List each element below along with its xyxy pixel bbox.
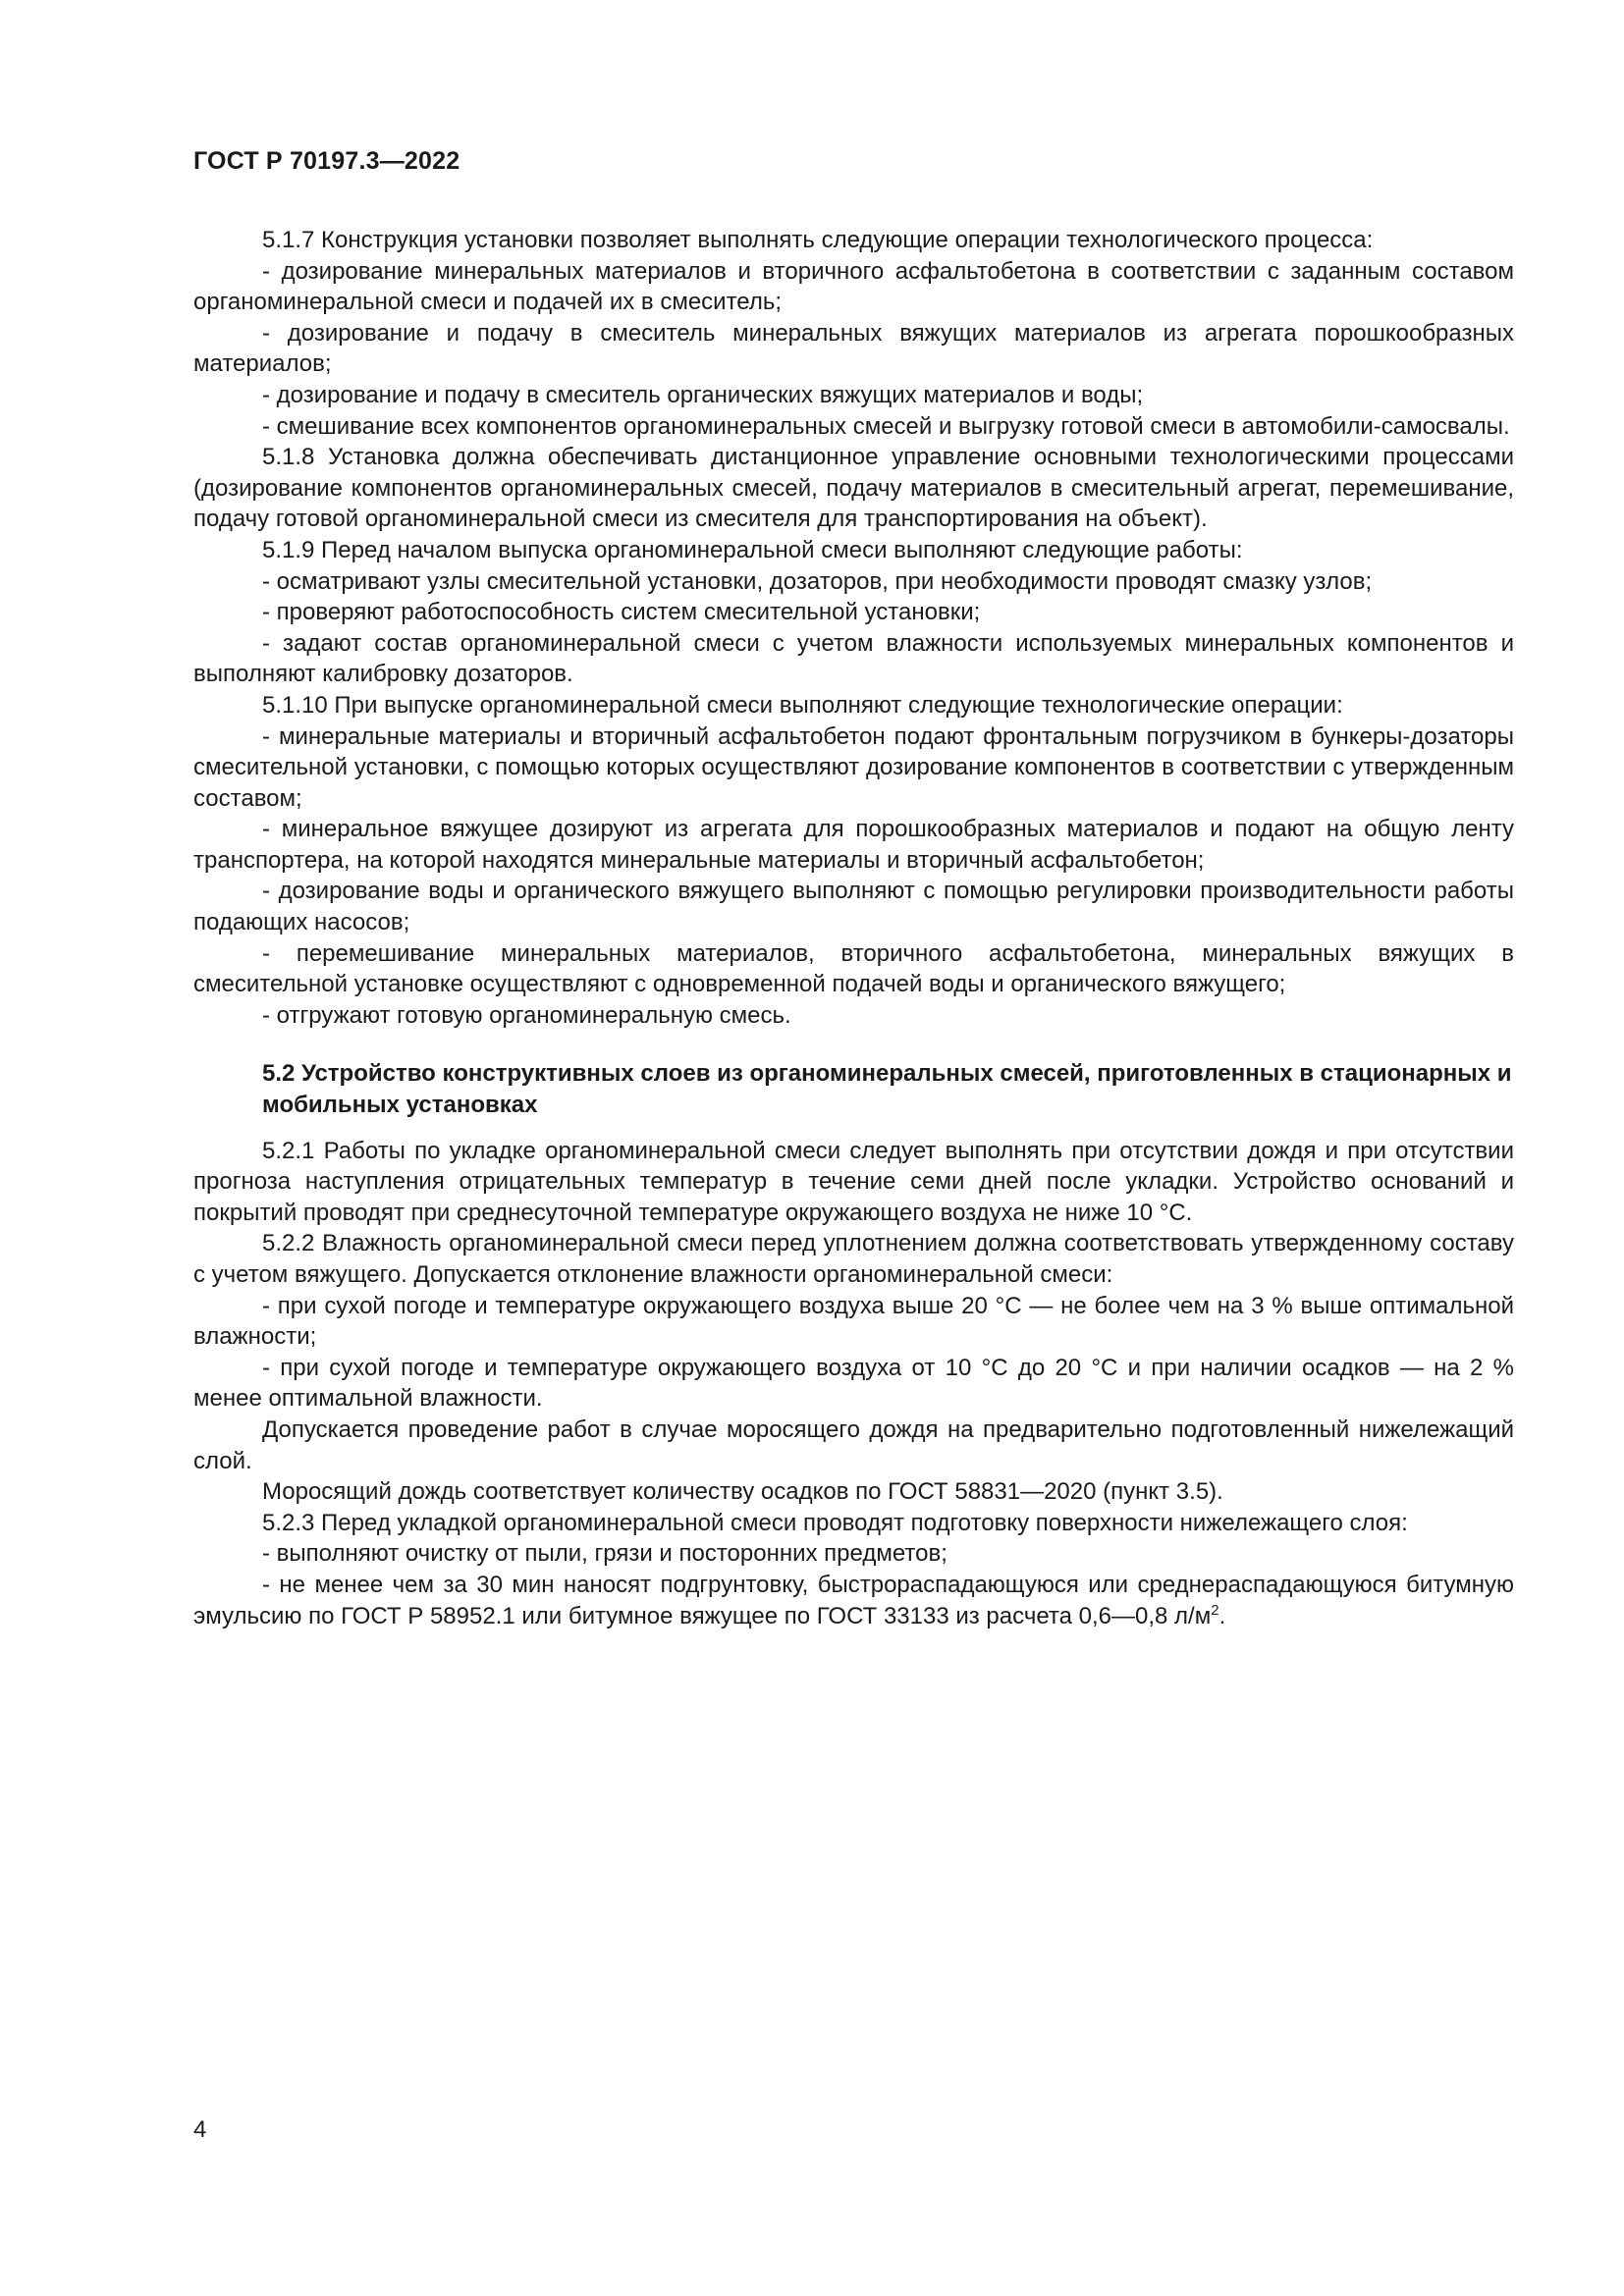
paragraph: 5.1.7 Конструкция установки позволяет выполнять следующие операции технологического процесса: [262, 227, 1374, 253]
paragraph: 5.2.2 Влажность органоминеральной смеси перед уплотнением должна соответствовать утвержденному составу с учетом вяжущего. Допускается отклонение влажности органоминеральной смеси: [193, 1230, 1514, 1288]
paragraph-text: - не менее чем за 30 мин наносят подгрунтовку, быстрораспадающуюся или среднераспадающуюся битумную эмульсию по ГОСТ Р 58952.1 или битумное вяжущее по ГОСТ 33133 из расчета 0,6—0,8 л/м [193, 1571, 1514, 1629]
paragraph: 5.2.3 Перед укладкой органоминеральной смеси проводят подготовку поверхности нижележащего слоя: [262, 1509, 1408, 1536]
paragraph: - при сухой погоде и температуре окружающего воздуха выше 20 °С — не более чем на 3 % выше оптимальной влажности; [193, 1292, 1514, 1351]
paragraph: 5.2.1 Работы по укладке органоминеральной смеси следует выполнять при отсутствии дождя и при отсутствии прогноза наступления отрицательных температур в течение семи дней после укладки. Устройство оснований и покрытий проводят при среднесуточной температуре окружающего воздуха не ниже 10 °С. [193, 1137, 1514, 1226]
paragraph-last [193, 1570, 1514, 1631]
page-number: 4 [193, 2116, 207, 2143]
paragraph-tail: . [1218, 1602, 1226, 1629]
paragraph: - дозирование и подачу в смеситель органических вяжущих материалов и воды; [262, 381, 1144, 408]
superscript: 2 [1211, 1601, 1219, 1619]
paragraph: 5.1.8 Установка должна обеспечивать дистанционное управление основными технологическими процессами (дозирование компонентов органоминеральных смесей, подачу материалов в смесительный агрегат, перемешивание, подачу готовой органоминеральной смеси из смесителя для транспортирования на объект). [193, 444, 1514, 533]
paragraph: 5.1.9 Перед началом выпуска органоминеральной смеси выполняют следующие работы: [262, 536, 1243, 563]
document-body [193, 225, 1514, 1631]
paragraph: - дозирование минеральных материалов и вторичного асфальтобетона в соответствии с заданным составом органоминеральной смеси и подачей их в смеситель; [193, 257, 1514, 316]
paragraph: - минеральное вяжущее дозируют из агрегата для порошкообразных материалов и подают на общую ленту транспортера, на которой находятся минеральные материалы и вторичный асфальтобетон; [193, 816, 1514, 874]
paragraph: - отгружают готовую органоминеральную смесь. [262, 1001, 791, 1029]
paragraph: Допускается проведение работ в случае моросящего дождя на предварительно подготовленный нижележащий слой. [193, 1415, 1514, 1474]
document-header: ГОСТ Р 70197.3—2022 [193, 147, 460, 175]
section-5-2 [193, 1136, 1514, 1632]
paragraph: - осматривают узлы смесительной установки, дозаторов, при необходимости проводят смазку узлов; [262, 567, 1373, 595]
paragraph: - перемешивание минеральных материалов, вторичного асфальтобетона, минеральных вяжущих в смесительной установке осуществляют с одновременной подачей воды и органического вяжущего; [193, 939, 1514, 998]
paragraph: - минеральные материалы и вторичный асфальтобетон подают фронтальным погрузчиком в бункеры-дозаторы смесительной установки, с помощью которых осуществляют дозирование компонентов в соответствии с утвержденным составом; [193, 722, 1514, 812]
paragraph: - смешивание всех компонентов органоминеральных смесей и выгрузку готовой смеси в автомобили-самосвалы. [262, 412, 1510, 440]
paragraph: - задают состав органоминеральной смеси с учетом влажности используемых минеральных компонентов и выполняют калибровку дозаторов. [193, 629, 1514, 688]
paragraph: 5.1.10 При выпуске органоминеральной смеси выполняют следующие технологические операции: [262, 691, 1343, 719]
section-5-1-continuation [193, 225, 1514, 1031]
paragraph: - дозирование и подачу в смеситель минеральных вяжущих материалов из агрегата порошкообразных материалов; [193, 319, 1514, 378]
paragraph: Моросящий дождь соответствует количеству осадков по ГОСТ 58831—2020 (пункт 3.5). [262, 1478, 1223, 1506]
paragraph: - дозирование воды и органического вяжущего выполняют с помощью регулировки производительности работы подающих насосов; [193, 878, 1514, 936]
paragraph: - при сухой погоде и температуре окружающего воздуха от 10 °С до 20 °С и при наличии осадков — на 2 % менее оптимальной влажности. [193, 1354, 1514, 1413]
paragraph: - выполняют очистку от пыли, грязи и посторонних предметов; [262, 1540, 947, 1568]
paragraph: - проверяют работоспособность систем смесительной установки; [262, 599, 981, 626]
section-heading: 5.2 Устройство конструктивных слоев из органоминеральных смесей, приготовленных в стационарных и мобильных установках [262, 1060, 1512, 1119]
